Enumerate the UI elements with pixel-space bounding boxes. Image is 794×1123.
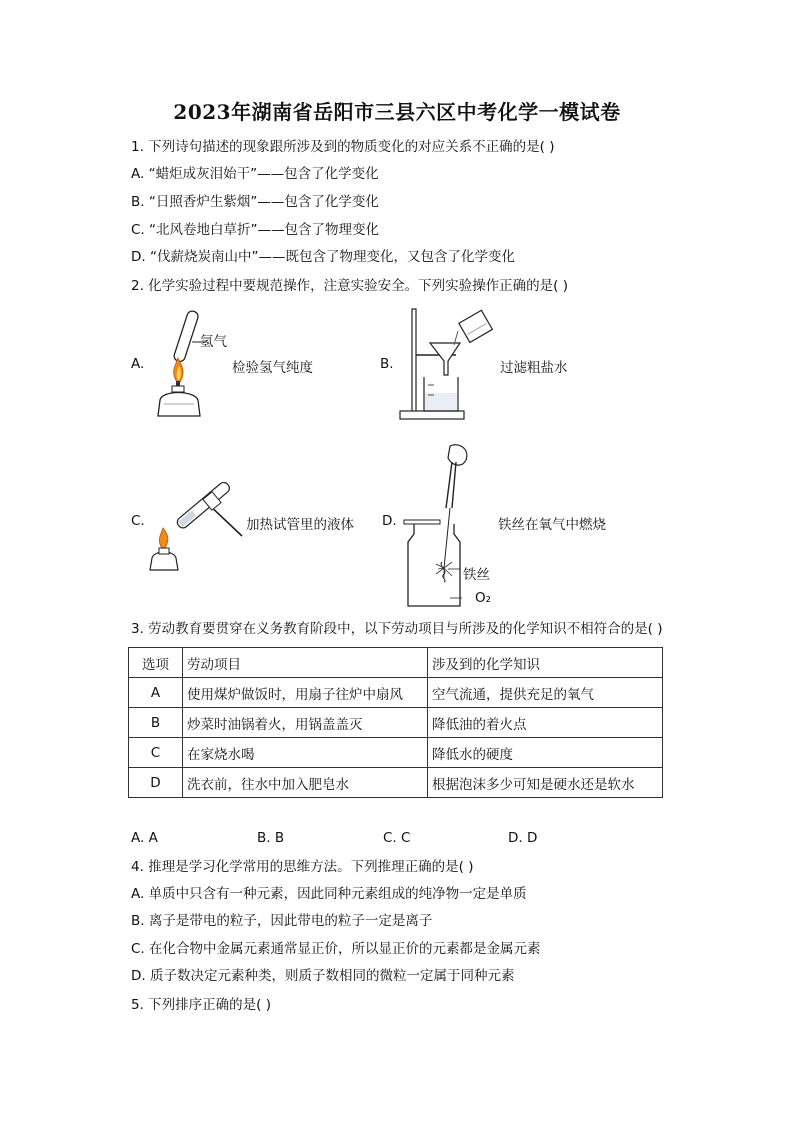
q2-option-d-caption: 铁丝在氧气中燃烧 bbox=[498, 517, 606, 533]
table-cell: 在家烧水喝 bbox=[183, 738, 428, 768]
q2-option-b-letter: B. bbox=[380, 356, 394, 372]
q3-answer-d: D. D bbox=[508, 830, 538, 846]
q2-option-a-caption: 检验氢气纯度 bbox=[232, 360, 313, 376]
table-cell: 使用煤炉做饭时，用扇子往炉中扇风 bbox=[183, 678, 428, 708]
table-cell: B bbox=[129, 708, 183, 738]
q4-option-d: D. 质子数决定元素种类，则质子数相同的微粒一定属于同种元素 bbox=[131, 968, 515, 984]
labor-knowledge-table bbox=[128, 647, 663, 798]
q3-stem: 3. 劳动教育要贯穿在义务教育阶段中，以下劳动项目与所涉及的化学知识不相符合的是( ) bbox=[131, 621, 663, 637]
hydrogen-purity-test-figure bbox=[150, 308, 230, 420]
table-row bbox=[129, 708, 663, 738]
table-cell: A bbox=[129, 678, 183, 708]
table-header-chemistry-knowledge: 涉及到的化学知识 bbox=[428, 648, 663, 678]
q5-stem: 5. 下列排序正确的是( ) bbox=[131, 997, 271, 1013]
q1-option-c: C. “北风卷地白草折”——包含了物理变化 bbox=[131, 222, 379, 238]
table-cell: 炒菜时油锅着火，用锅盖盖灭 bbox=[183, 708, 428, 738]
table-row bbox=[129, 768, 663, 798]
q1-option-b: B. “日照香炉生紫烟”——包含了化学变化 bbox=[131, 194, 379, 210]
table-cell: 降低油的着火点 bbox=[428, 708, 663, 738]
q2-option-d-label-oxygen: O₂ bbox=[475, 590, 492, 606]
q2-option-a-figure-label: 氢气 bbox=[200, 334, 227, 350]
table-row bbox=[129, 678, 663, 708]
q3-answer-c: C. C bbox=[383, 830, 411, 846]
table-header-row bbox=[129, 648, 663, 678]
q1-option-a: A. “蜡炬成灰泪始干”——包含了化学变化 bbox=[131, 166, 379, 182]
table-row bbox=[129, 738, 663, 768]
q4-stem: 4. 推理是学习化学常用的思维方法。下列推理正确的是( ) bbox=[131, 859, 474, 875]
q4-option-c: C. 在化合物中金属元素通常显正价，所以显正价的元素都是金属元素 bbox=[131, 941, 541, 957]
table-header-option: 选项 bbox=[129, 648, 183, 678]
q2-option-c-letter: C. bbox=[131, 513, 145, 529]
heating-test-tube-figure bbox=[146, 472, 246, 572]
q2-option-d-label-iron-wire: 铁丝 bbox=[463, 567, 490, 583]
q2-option-b-caption: 过滤粗盐水 bbox=[500, 360, 568, 376]
table-cell: 洗衣前，往水中加入肥皂水 bbox=[183, 768, 428, 798]
q4-option-a: A. 单质中只含有一种元素，因此同种元素组成的纯净物一定是单质 bbox=[131, 886, 527, 902]
q4-option-b: B. 离子是带电的粒子，因此带电的粒子一定是离子 bbox=[131, 913, 433, 929]
q2-stem: 2. 化学实验过程中要规范操作，注意实验安全。下列实验操作正确的是( ) bbox=[131, 278, 568, 294]
q3-answer-b: B. B bbox=[257, 830, 285, 846]
q2-option-d-letter: D. bbox=[382, 513, 397, 529]
table-header-labor-item: 劳动项目 bbox=[183, 648, 428, 678]
q3-answer-a: A. A bbox=[131, 830, 158, 846]
table-cell: D bbox=[129, 768, 183, 798]
q2-option-a-letter: A. bbox=[131, 356, 145, 372]
q1-option-d: D. “伐薪烧炭南山中”——既包含了物理变化，又包含了化学变化 bbox=[131, 249, 515, 265]
table-cell: 空气流通，提供充足的氧气 bbox=[428, 678, 663, 708]
table-cell: C bbox=[129, 738, 183, 768]
filtration-figure bbox=[398, 305, 498, 423]
q2-option-c-caption: 加热试管里的液体 bbox=[246, 517, 354, 533]
q1-stem: 1. 下列诗句描述的现象跟所涉及到的物质变化的对应关系不正确的是( ) bbox=[131, 139, 555, 155]
table-cell: 降低水的硬度 bbox=[428, 738, 663, 768]
page-title: 2023年湖南省岳阳市三县六区中考化学一模试卷 bbox=[173, 100, 621, 124]
table-cell: 根据泡沫多少可知是硬水还是软水 bbox=[428, 768, 663, 798]
